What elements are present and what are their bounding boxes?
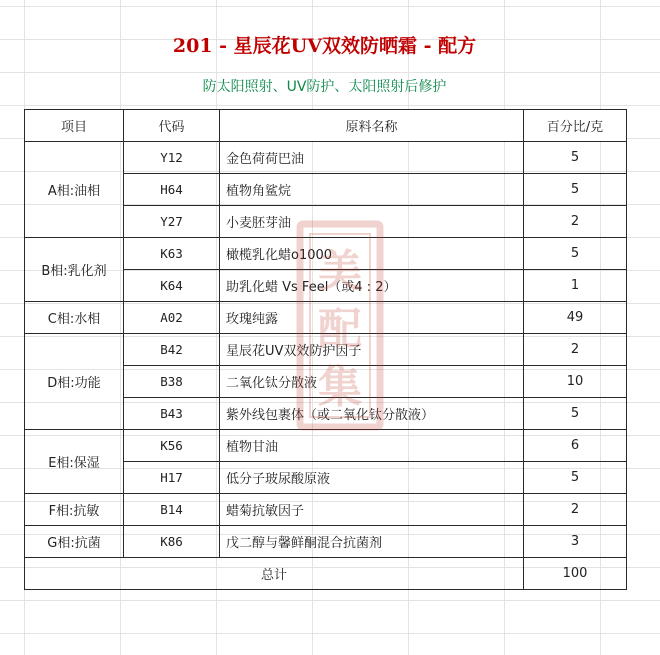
code-cell: B14 xyxy=(124,494,220,526)
ingredient-name-cell: 金色荷荷巴油 xyxy=(220,142,524,174)
table-row xyxy=(25,238,627,270)
ingredient-name-cell: 戊二醇与馨鲜酮混合抗菌剂 xyxy=(220,526,524,558)
table-header-row xyxy=(25,110,627,142)
ingredient-name-cell: 小麦胚芽油 xyxy=(220,206,524,238)
code-cell: B38 xyxy=(124,366,220,398)
ingredient-name-cell: 星辰花UV双效防护因子 xyxy=(220,334,524,366)
amount-cell: 2 xyxy=(524,206,627,238)
seal-glyph: 美 xyxy=(318,246,362,297)
code-cell: B43 xyxy=(124,398,220,430)
code-cell: H64 xyxy=(124,174,220,206)
phase-cell: D相:功能 xyxy=(25,334,124,430)
seal-glyph: 集 xyxy=(318,362,362,413)
ingredient-name-cell: 助乳化蜡 Vs Feel（或4 : 2） xyxy=(220,270,524,302)
seal-glyph: 配 xyxy=(318,304,362,355)
ingredient-name-cell: 二氧化钛分散液 xyxy=(220,366,524,398)
phase-cell: B相:乳化剂 xyxy=(25,238,124,302)
ingredient-name-cell: 植物角鲨烷 xyxy=(220,174,524,206)
header-code: 代码 xyxy=(124,110,220,142)
amount-cell: 6 xyxy=(524,430,627,462)
header-phase: 项目 xyxy=(25,110,124,142)
ingredient-name-cell: 蜡菊抗敏因子 xyxy=(220,494,524,526)
amount-cell: 10 xyxy=(524,366,627,398)
phase-cell: G相:抗菌 xyxy=(25,526,124,558)
code-cell: K63 xyxy=(124,238,220,270)
total-label: 总计 xyxy=(25,558,524,590)
code-cell: K86 xyxy=(124,526,220,558)
formula-table xyxy=(24,109,627,590)
code-cell: Y12 xyxy=(124,142,220,174)
ingredient-name-cell: 植物甘油 xyxy=(220,430,524,462)
phase-cell: E相:保湿 xyxy=(25,430,124,494)
code-cell: K64 xyxy=(124,270,220,302)
amount-cell: 2 xyxy=(524,494,627,526)
amount-cell: 5 xyxy=(524,174,627,206)
phase-cell: C相:水相 xyxy=(25,302,124,334)
table-row xyxy=(25,302,627,334)
amount-cell: 3 xyxy=(524,526,627,558)
table-row xyxy=(25,142,627,174)
phase-cell: F相:抗敏 xyxy=(25,494,124,526)
amount-cell: 5 xyxy=(524,462,627,494)
amount-cell: 1 xyxy=(524,270,627,302)
amount-cell: 5 xyxy=(524,142,627,174)
amount-cell: 5 xyxy=(524,398,627,430)
amount-cell: 5 xyxy=(524,238,627,270)
ingredient-name-cell: 玫瑰纯露 xyxy=(220,302,524,334)
ingredient-name-cell: 橄榄乳化蜡o1000 xyxy=(220,238,524,270)
ingredient-name-cell: 紫外线包裹体（或二氧化钛分散液） xyxy=(220,398,524,430)
amount-cell: 49 xyxy=(524,302,627,334)
table-row xyxy=(25,430,627,462)
table-row xyxy=(25,526,627,558)
code-cell: B42 xyxy=(124,334,220,366)
code-cell: A02 xyxy=(124,302,220,334)
table-row xyxy=(25,494,627,526)
header-ingredient: 原料名称 xyxy=(220,110,524,142)
code-cell: Y27 xyxy=(124,206,220,238)
total-row xyxy=(25,558,627,590)
code-cell: K56 xyxy=(124,430,220,462)
phase-cell: A相:油相 xyxy=(25,142,124,238)
code-cell: H17 xyxy=(124,462,220,494)
document-subtitle: 防太阳照射、UV防护、太阳照射后修护 xyxy=(202,79,447,95)
ingredient-name-cell: 低分子玻尿酸原液 xyxy=(220,462,524,494)
document-title: 201 - 星辰花UV双效防晒霜 - 配方 xyxy=(172,35,477,57)
table-body xyxy=(25,142,627,590)
total-value: 100 xyxy=(524,558,627,590)
table-row xyxy=(25,334,627,366)
header-amount: 百分比/克 xyxy=(524,110,627,142)
amount-cell: 2 xyxy=(524,334,627,366)
